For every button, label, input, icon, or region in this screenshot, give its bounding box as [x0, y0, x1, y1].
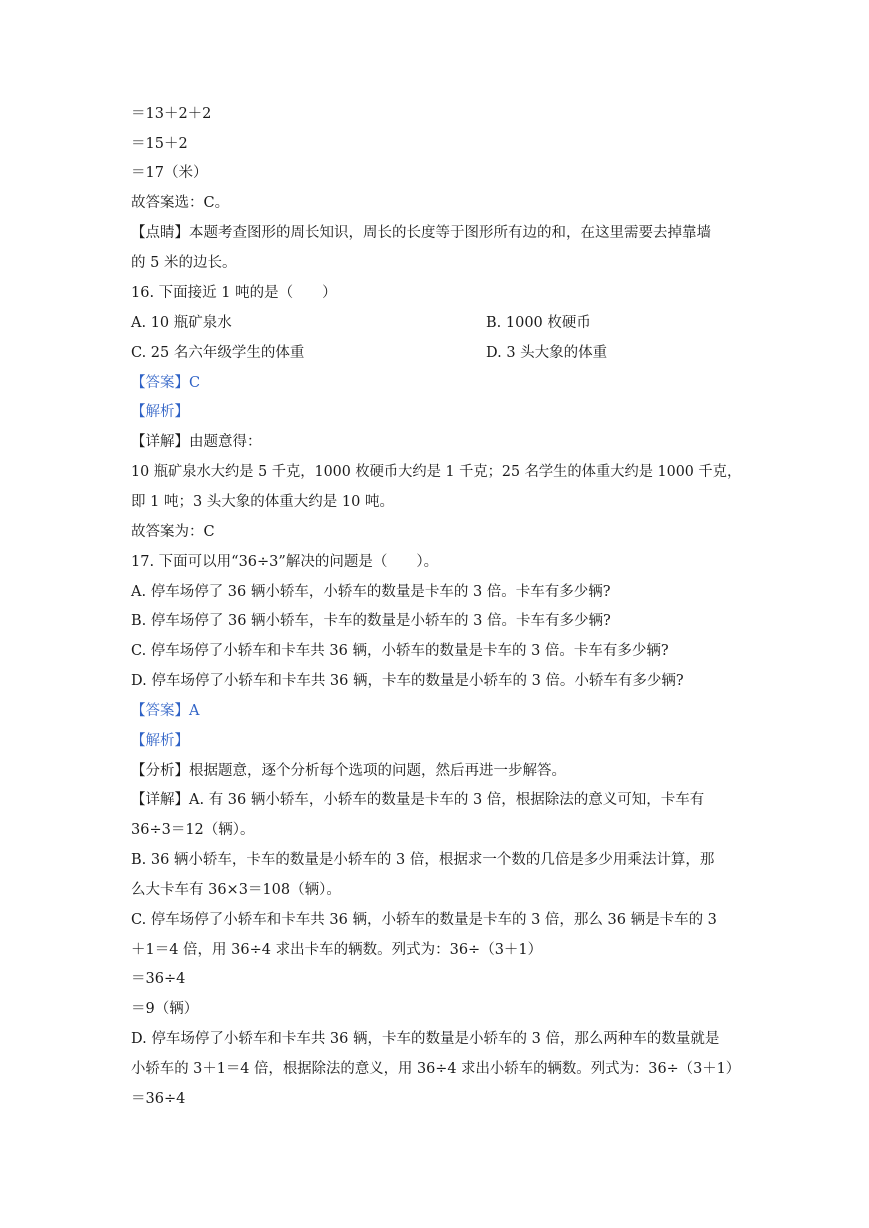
question-16-detail: 10 瓶矿泉水大约是 5 千克，1000 枚硬币大约是 1 千克；25 名学生的体重大约是 1000 千克， [131, 464, 742, 480]
comment-text: 的 5 米的边长。 [131, 255, 237, 271]
question-16-option-c: C. 25 名六年级学生的体重 [131, 345, 305, 361]
question-16-option-a: A. 10 瓶矿泉水 [131, 315, 232, 331]
question-17-option-d: D. 停车场停了小轿车和卡车共 36 辆，卡车的数量是小轿车的 3 倍。小轿车有多少辆? [131, 673, 684, 689]
question-16-detail: 即 1 吨；3 头大象的体重大约是 10 吨。 [131, 494, 394, 510]
question-16-option-d: D. 3 头大象的体重 [486, 345, 608, 361]
question-16-stem: 16. 下面接近 1 吨的是（ ） [131, 285, 337, 301]
question-17-analysis-label: 【解析】 [131, 733, 189, 749]
question-17-detail: ＝36÷4 [131, 971, 186, 987]
calc-line: ＝17（米） [131, 165, 208, 181]
question-17-detail: B. 36 辆小轿车，卡车的数量是小轿车的 3 倍，根据求一个数的几倍是多少用乘法计算，那 [131, 852, 715, 868]
question-17-detail: 么大卡车有 36×3＝108（辆）。 [131, 882, 341, 898]
question-17-detail: ＝9（辆） [131, 1001, 199, 1017]
question-17-option-a: A. 停车场停了 36 辆小轿车，小轿车的数量是卡车的 3 倍。卡车有多少辆? [131, 584, 611, 600]
question-17-answer: 【答案】A [131, 703, 200, 719]
question-17-analysis: 【分析】根据题意，逐个分析每个选项的问题，然后再进一步解答。 [131, 763, 566, 779]
question-17-option-c: C. 停车场停了小轿车和卡车共 36 辆，小轿车的数量是卡车的 3 倍。卡车有多少辆? [131, 643, 669, 659]
question-16-detail: 【详解】由题意得： [131, 434, 262, 450]
question-16-option-b: B. 1000 枚硬币 [486, 315, 591, 331]
calc-line: ＝13＋2＋2 [131, 106, 212, 122]
question-16-conclusion: 故答案为：C [131, 524, 215, 540]
question-17-option-b: B. 停车场停了 36 辆小轿车，卡车的数量是小轿车的 3 倍。卡车有多少辆? [131, 613, 611, 629]
comment-text: 【点睛】本题考查图形的周长知识，周长的长度等于图形所有边的和，在这里需要去掉靠墙 [131, 225, 711, 241]
question-17-detail: C. 停车场停了小轿车和卡车共 36 辆，小轿车的数量是卡车的 3 倍，那么 36 辆是卡车的 3 [131, 912, 717, 928]
question-17-detail: 【详解】A. 有 36 辆小轿车，小轿车的数量是卡车的 3 倍，根据除法的意义可知，卡车有 [131, 792, 705, 808]
question-16-analysis-label: 【解析】 [131, 404, 189, 420]
answer-choice: 故答案选：C。 [131, 195, 230, 211]
calc-line: ＝15＋2 [131, 136, 188, 152]
question-17-detail: ＋1＝4 倍，用 36÷4 求出卡车的辆数。列式为：36÷（3＋1） [131, 942, 543, 958]
question-17-detail: D. 停车场停了小轿车和卡车共 36 辆，卡车的数量是小轿车的 3 倍，那么两种车的数量就是 [131, 1031, 720, 1047]
question-16-answer: 【答案】C [131, 375, 201, 391]
question-17-detail: 小轿车的 3＋1＝4 倍，根据除法的意义，用 36÷4 求出小轿车的辆数。列式为：36÷（3＋1） [131, 1061, 741, 1077]
question-17-stem: 17. 下面可以用“36÷3”解决的问题是（ ）。 [131, 554, 439, 570]
question-17-detail: 36÷3＝12（辆）。 [131, 822, 255, 838]
question-17-detail: ＝36÷4 [131, 1091, 186, 1107]
